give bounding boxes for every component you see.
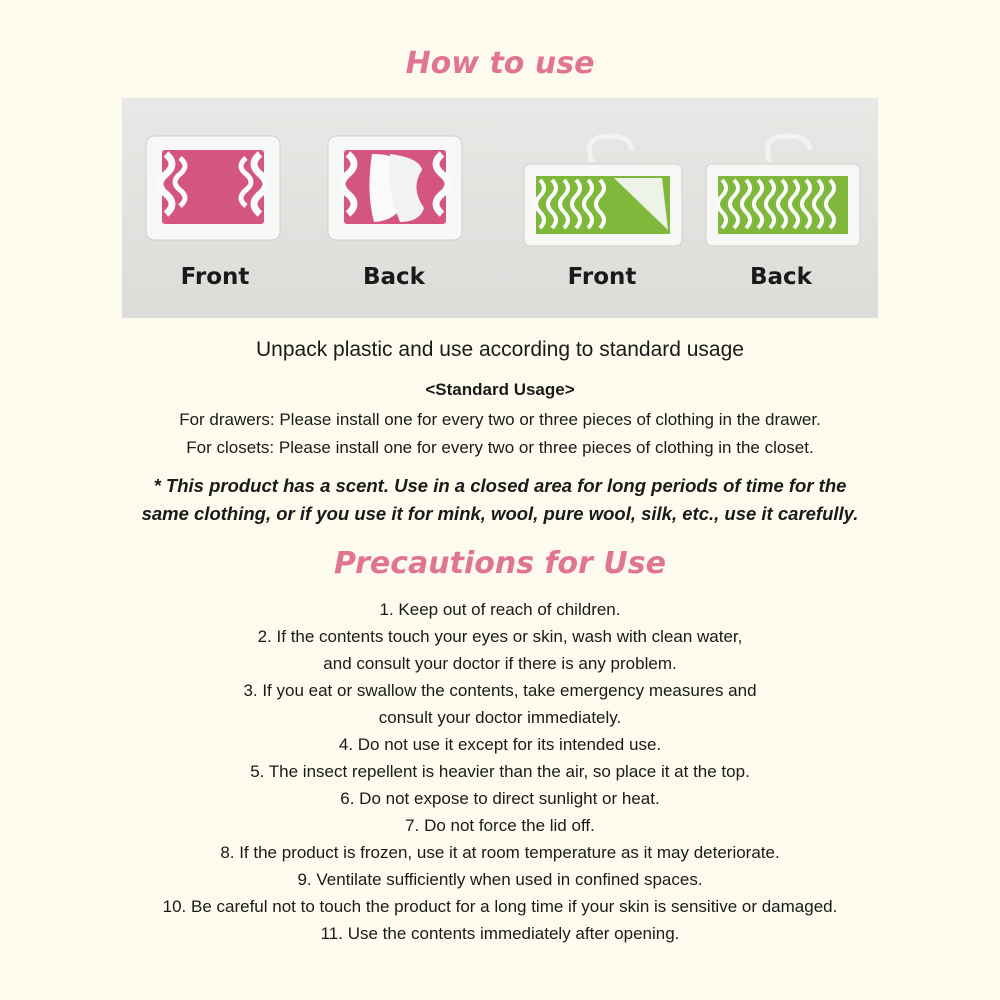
- standard-usage-drawers: For drawers: Please install one for every two or three pieces of clothing in the drawer.: [179, 410, 821, 429]
- standard-usage-title: <Standard Usage>: [425, 380, 575, 399]
- precaution-line: 5. The insect repellent is heavier than the air, so place it at the top.: [250, 762, 750, 781]
- precaution-line: 1. Keep out of reach of children.: [379, 600, 621, 619]
- precaution-line: 6. Do not expose to direct sunlight or heat.: [340, 789, 660, 808]
- scent-note-line-2: same clothing, or if you use it for mink, wool, pure wool, silk, etc., use it carefully.: [141, 503, 859, 524]
- precaution-line: 7. Do not force the lid off.: [405, 816, 595, 835]
- precaution-line: 11. Use the contents immediately after opening.: [320, 924, 680, 943]
- precaution-line: 10. Be careful not to touch the product for a long time if your skin is sensitive or damaged.: [162, 897, 838, 916]
- scent-note-line-1: * This product has a scent. Use in a closed area for long periods of time for the: [153, 475, 847, 496]
- photo-label-pink-back: Back: [363, 264, 425, 290]
- product-photo: [122, 98, 878, 318]
- photo-label-green-back: Back: [750, 264, 812, 290]
- precautions-heading: Precautions for Use: [334, 546, 666, 581]
- precaution-line: 9. Ventilate sufficiently when used in confined spaces.: [297, 870, 703, 889]
- pink-front-product: [146, 136, 280, 240]
- precautions-list: [0, 596, 1000, 947]
- precaution-line: consult your doctor immediately.: [378, 708, 622, 727]
- how-to-use-heading: How to use: [405, 46, 595, 81]
- precaution-line: 4. Do not use it except for its intended use.: [338, 735, 662, 754]
- precaution-line: 8. If the product is frozen, use it at room temperature as it may deteriorate.: [220, 843, 780, 862]
- precaution-line: and consult your doctor if there is any problem.: [323, 654, 677, 673]
- pink-back-product: [328, 136, 462, 240]
- photo-label-green-front: Front: [567, 264, 637, 290]
- precaution-line: 3. If you eat or swallow the contents, take emergency measures and: [243, 681, 757, 700]
- standard-usage-closets: For closets: Please install one for every two or three pieces of clothing in the closet.: [186, 438, 814, 457]
- green-front-product: [524, 136, 682, 246]
- unpack-instruction: Unpack plastic and use according to standard usage: [256, 338, 744, 361]
- precaution-line: 2. If the contents touch your eyes or skin, wash with clean water,: [257, 627, 743, 646]
- green-back-product: [706, 136, 860, 246]
- photo-label-pink-front: Front: [180, 264, 250, 290]
